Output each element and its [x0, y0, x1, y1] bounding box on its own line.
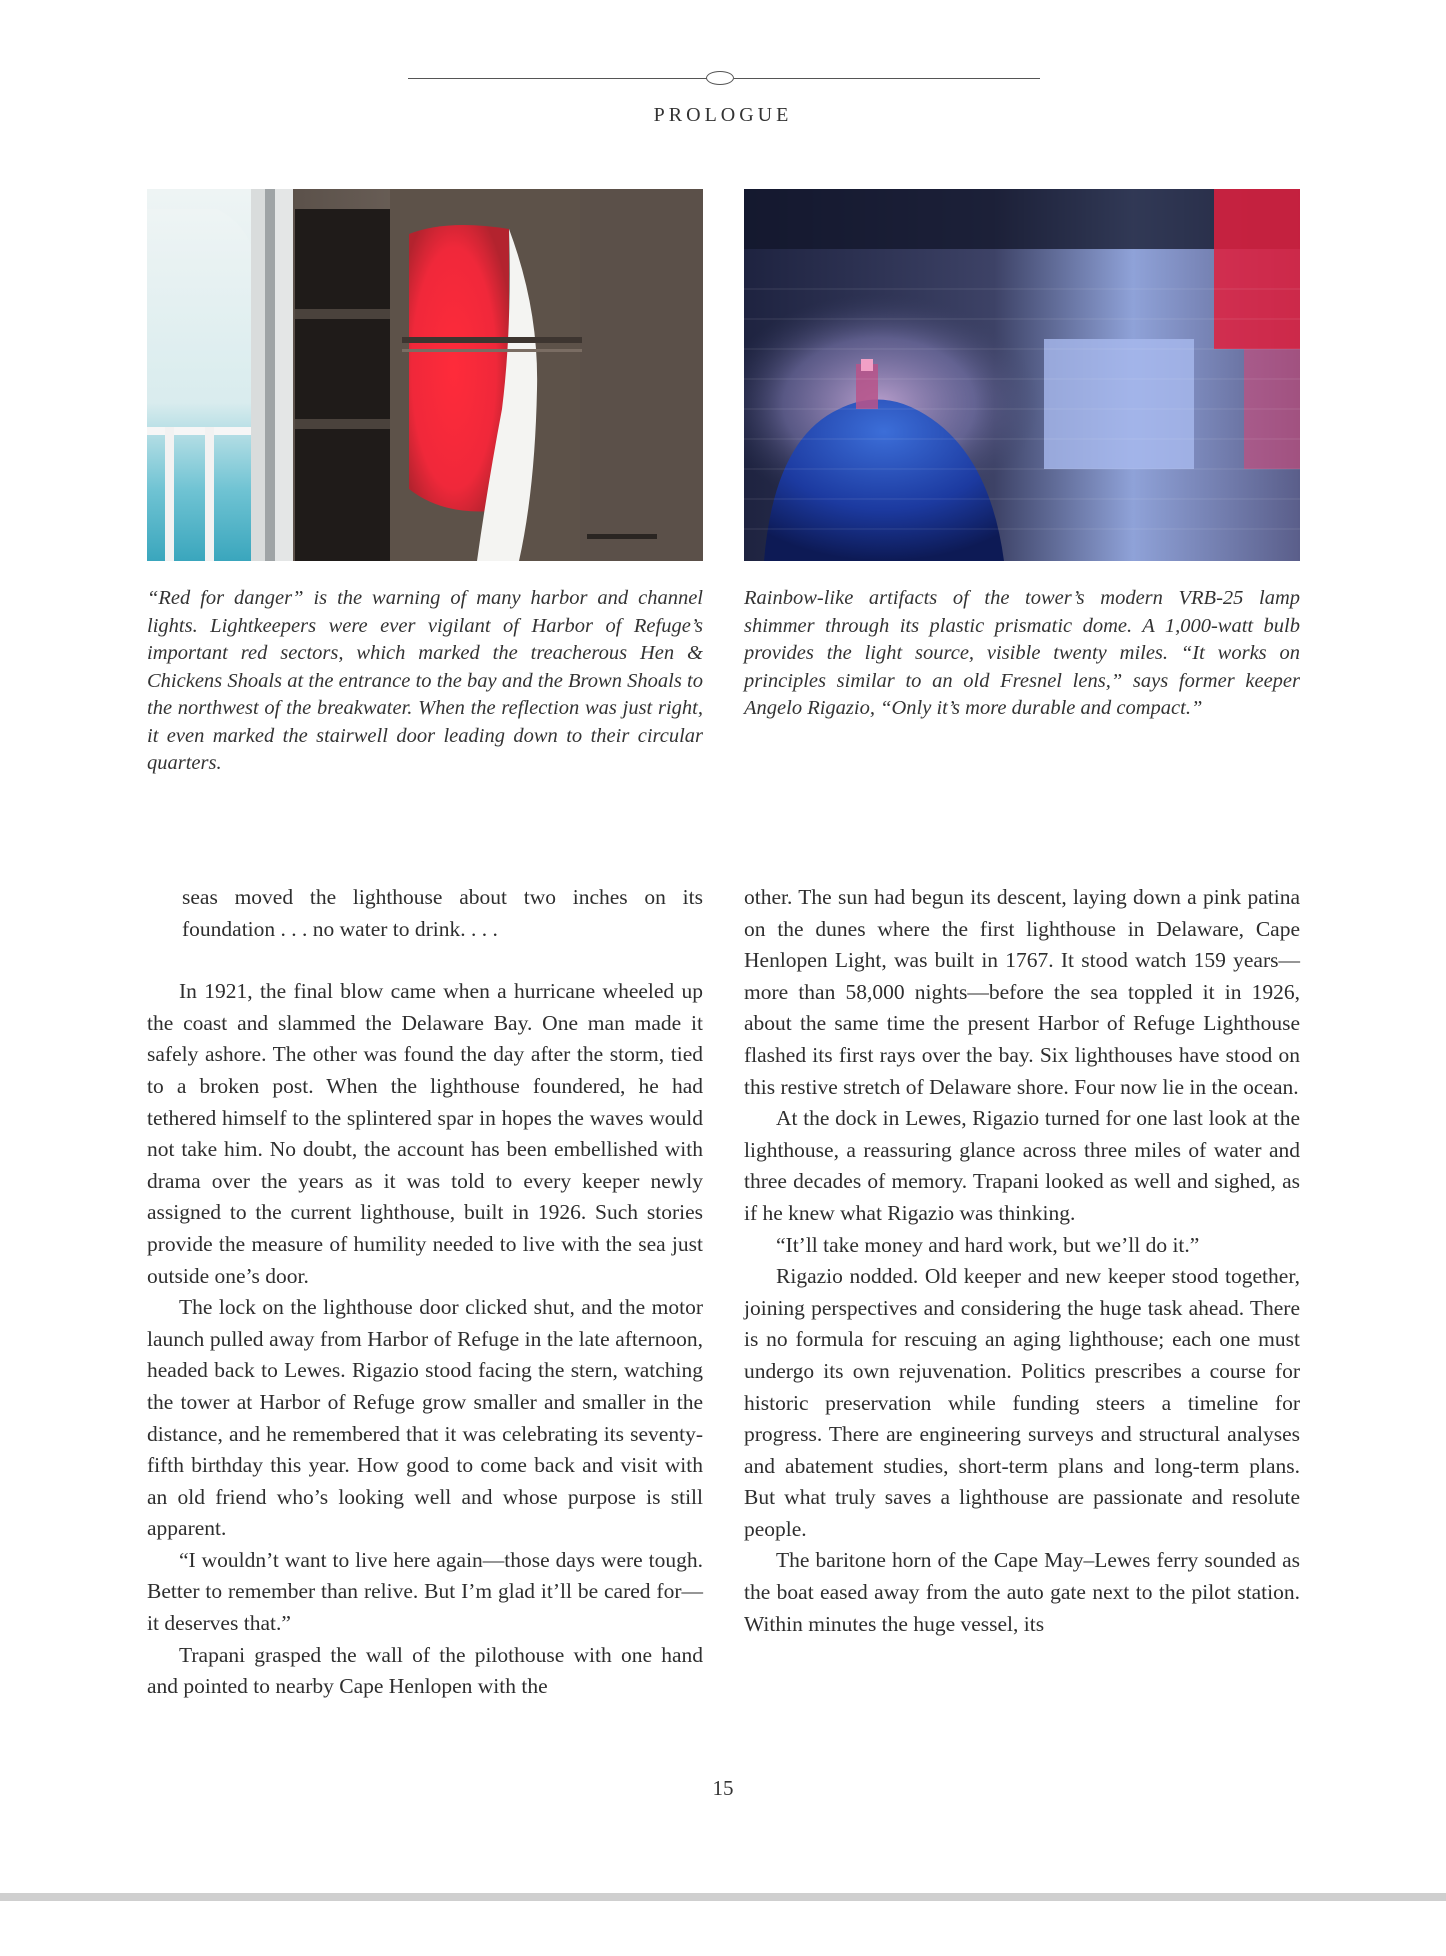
body-paragraph: The baritone horn of the Cape May–Lewes ferry sounded as the boat eased away from the auto gate next to the pilot station. Within minutes the huge vessel, its	[744, 1548, 1300, 1636]
header-rule-left	[408, 78, 708, 79]
body-column-left	[147, 882, 703, 1703]
viewer-bottom-bar	[0, 1893, 1446, 1901]
photo-red-sector-door	[147, 189, 703, 561]
body-column-right	[744, 882, 1300, 1640]
running-head: PROLOGUE	[653, 104, 793, 126]
page-number: 15	[712, 1776, 734, 1800]
body-paragraph: At the dock in Lewes, Rigazio turned for one last look at the lighthouse, a reassuring glance across three miles of water and three decades of memory. Trapani looked as well and sighed, as if he knew what Rigazio was thinking.	[744, 1106, 1300, 1225]
body-paragraph: other. The sun had begun its descent, laying down a pink patina on the dunes where the first lighthouse in Delaware, Cape Henlopen Light, was built in 1767. It stood watch 159 years—more than 58,000 nights—before the sea toppled it in 1926, about the same time the present Harbor of Refuge Lighthouse flashed its first rays over the bay. Six lighthouses have stood on this restive stretch of Delaware shore. Four now lie in the ocean.	[744, 885, 1300, 1099]
body-paragraph: seas moved the lighthouse about two inches on its foundation . . . no water to drink. . . .	[182, 885, 703, 941]
photo-caption-right: Rainbow-like artifacts of the tower’s modern VRB-25 lamp shimmer through its plastic prismatic dome. A 1,000-watt bulb provides the light source, visible twenty miles. “It works on principles similar to an old Fresnel lens,” says former keeper Angelo Rigazio, “Only it’s more durable and compact.”	[744, 587, 1300, 719]
body-paragraph: In 1921, the final blow came when a hurricane wheeled up the coast and slammed the Delaware Bay. One man made it safely ashore. The other was found the day after the storm, tied to a broken post. When the lighthouse foundered, he had tethered himself to the splintered spar in hopes the waves would not take him. No doubt, the account has been embellished with drama over the years as it was told to every keeper newly assigned to the current lighthouse, built in 1926. Such stories provide the measure of humility needed to live with the sea just outside one’s door.	[147, 979, 703, 1288]
photo-vrb25-lamp	[744, 189, 1300, 561]
body-paragraph: The lock on the lighthouse door clicked shut, and the motor launch pulled away from Harbor of Refuge in the late afternoon, headed back to Lewes. Rigazio stood facing the stern, watching the tower at Harbor of Refuge grow smaller and smaller in the distance, and he remembered that it was celebrating its seventy-fifth birthday this year. How good to come back and visit with an old friend who’s looking well and whose purpose is still apparent.	[147, 1295, 703, 1541]
body-paragraph: Rigazio nodded. Old keeper and new keeper stood together, joining perspectives and considering the huge task ahead. There is no formula for rescuing an aging lighthouse; each one must undergo its own rejuvenation. Politics prescribes a course for historic preservation while funding steers a timeline for progress. There are engineering surveys and structural analyses and abatement studies, short-term plans and long-term plans. But what truly saves a lighthouse are passionate and resolute people.	[744, 1264, 1300, 1541]
body-paragraph: “I wouldn’t want to live here again—those days were tough. Better to remember than relive. But I’m glad it’ll be cared for—it deserves that.”	[147, 1547, 703, 1636]
header-ornament	[706, 71, 734, 85]
photo-caption-left: “Red for danger” is the warning of many harbor and channel lights. Lightkeepers were ever vigilant of Harbor of Refuge’s important red sectors, which marked the treacherous Hen & Chickens Shoals at the entrance to the bay and the Brown Shoals to the northwest of the breakwater. When the reflection was just right, it even marked the stairwell door leading down to their circular quarters.	[147, 587, 703, 774]
header-rule-right	[734, 78, 1040, 79]
body-paragraph: Trapani grasped the wall of the pilothouse with one hand and pointed to nearby Cape Henlopen with the	[147, 1642, 703, 1699]
body-paragraph: “It’ll take money and hard work, but we’ll do it.”	[776, 1232, 1200, 1257]
